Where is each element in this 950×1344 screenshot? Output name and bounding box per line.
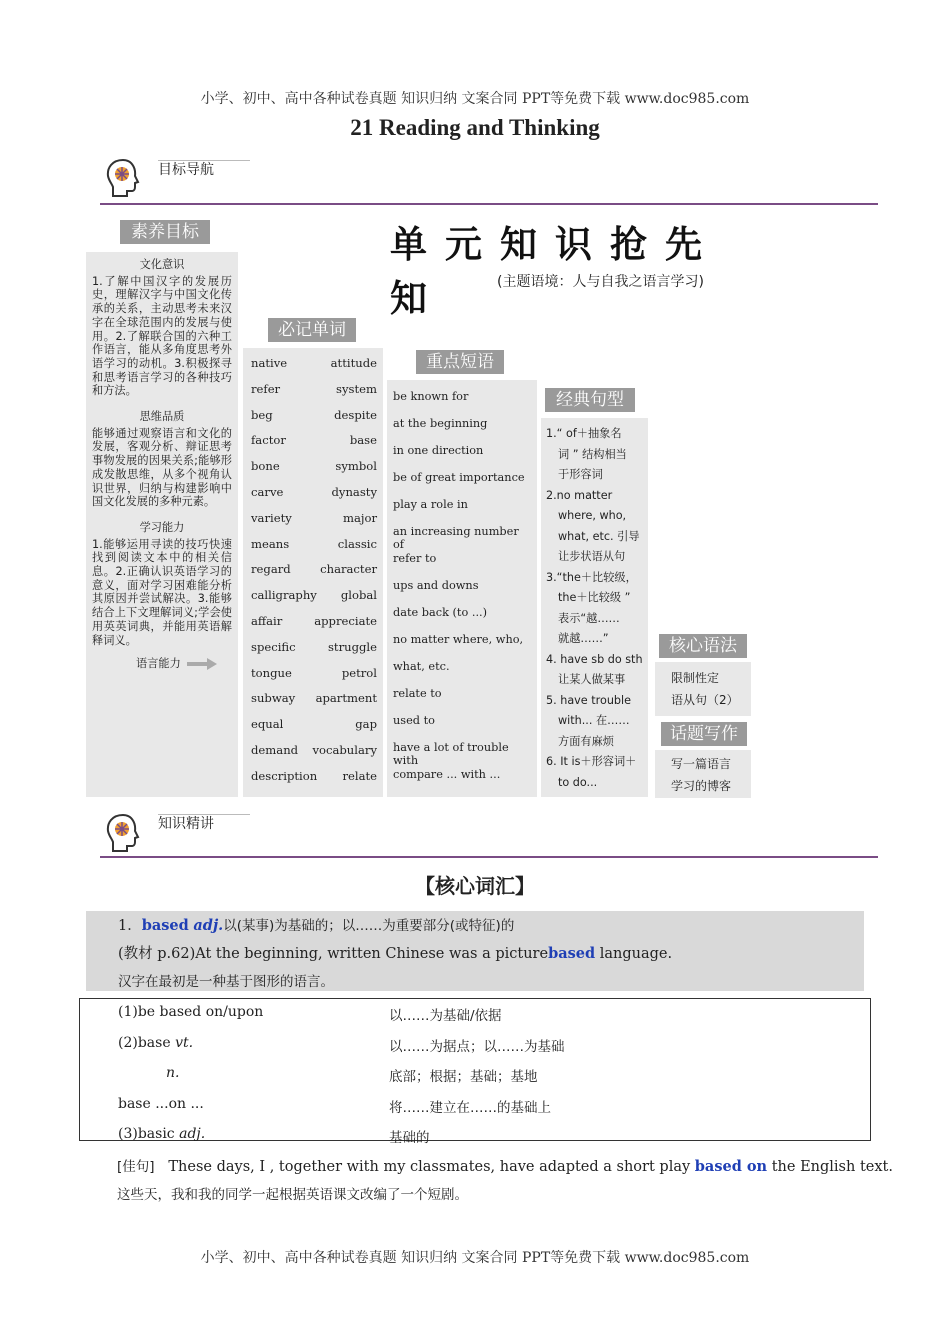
tag-key-phrases: 重点短语 [416, 350, 504, 374]
table-meaning: 基础的 [389, 1130, 430, 1146]
word-row [251, 511, 377, 537]
phrase-item: be known for [393, 390, 469, 403]
word-item: affair [251, 613, 283, 628]
table-meaning: 将……建立在……的基础上 [389, 1099, 551, 1116]
word-item: means [251, 536, 290, 551]
sentence-line: what, etc. 引导 [558, 529, 640, 543]
phrase-item: used to [393, 714, 435, 727]
word-row [251, 717, 377, 743]
section-label-goal: 目标导航 [158, 162, 214, 178]
thinking-heading: 思维品质 [139, 410, 185, 424]
sentence-line: where, who, [558, 509, 627, 522]
word-item: attitude [330, 356, 377, 370]
textbook-example: (教材 p.62)At the beginning, written Chinese was a picturebased language. [118, 945, 673, 962]
sentence-line: 让某人做某事 [558, 673, 626, 686]
word-item: subway [251, 691, 296, 706]
sentence-line: 方面有麻烦 [558, 734, 614, 748]
sentence-line: 6. It is＋形容词＋ [546, 755, 637, 768]
phrase-item: have a lot of trouble with [393, 741, 509, 767]
good-sentence-translation: 这些天，我和我的同学一起根据英语课文改编了一个短剧。 [117, 1187, 468, 1203]
word-item: despite [334, 407, 377, 422]
word-item: description [251, 768, 318, 783]
word-item: relate [342, 768, 377, 783]
sentence-line: 词 ” 结构相当 [558, 447, 627, 461]
word-row [251, 769, 377, 795]
word-row [251, 485, 377, 511]
phrases-panel [387, 380, 537, 797]
tag-core-grammar: 核心语法 [659, 634, 747, 658]
word-row [251, 666, 377, 692]
word-row [251, 459, 377, 485]
phrase-item: relate to [393, 687, 442, 700]
word-row [251, 743, 377, 769]
word-row [251, 433, 377, 459]
culture-text: 1.了解中国汉字的发展历史，理解汉字与中国文化传承的关系，主动思考未来汉字在全球范围内的发展与使用。2.了解联合国的六种工作语言，能从多角度思考外语学习的动机。3.积极探寻和思考语言学习的各种技巧和方法。 [92, 274, 232, 398]
word-row [251, 691, 377, 717]
phrase-item: in one direction [393, 444, 484, 457]
word-item: base [349, 433, 377, 448]
learning-text: 1.能够运用寻读的技巧快速找到阅读文本中的相关信息。2.正确认识英语学习的意义，面对学习困难能分析其原因并尝试解决。3.能够结合上下文理解词义;学会使用英英词典，并能用英语解释词义。 [92, 537, 232, 647]
word-item: tongue [251, 665, 292, 680]
section-underline [158, 160, 250, 161]
writing-line-2: 学习的博客 [671, 779, 732, 793]
sentence-line: the＋比较级 ” [558, 591, 631, 604]
head-brain-icon [103, 812, 143, 854]
thinking-text: 能够通过观察语言和文化的发展，客观分析、辩证思考事物发展的因果关系;能够形成发散思维，从多个视角认识世界，归纳与构建影响中国文化发展的多种元素。 [92, 426, 232, 509]
literacy-panel [86, 252, 238, 797]
highlight-word: based [548, 945, 596, 962]
phrase-item: compare ... with ... [393, 768, 501, 781]
word-item: major [342, 510, 377, 525]
phrase-item: no matter where, who, [393, 633, 524, 646]
word-item: struggle [327, 639, 377, 654]
word-item: equal [251, 717, 284, 732]
table-meaning: 以……为基础/依据 [389, 1008, 502, 1024]
word-row [251, 562, 377, 588]
overview-title: 单元知识抢先知 [390, 223, 720, 320]
word-item: native [251, 356, 288, 370]
word-forms-table: (1)be based on/upon 以……为基础/依据 (2)base vt. 以……为据点；以……为基础 n. 底部；根据；基础；基地 base ...on ... 将……建立在……的基础上 (3)basic adj. 基础的 [79, 998, 871, 1141]
grammar-panel [655, 662, 751, 716]
word-item: classic [337, 536, 377, 551]
part-of-speech: adj. [193, 917, 224, 934]
page-header: 小学、初中、高中各种试卷真题 知识归纳 文案合同 PPT等免费下载 www.doc985.com [200, 91, 750, 107]
sentence-line: 让步状语从句 [558, 550, 626, 563]
word-item: character [320, 562, 377, 577]
section-label-knowledge: 知识精讲 [158, 816, 214, 832]
word-item: gap [355, 717, 377, 732]
sentence-line: 1.“ of＋抽象名 [546, 427, 622, 440]
phrase-item: ups and downs [393, 579, 479, 592]
word-item: petrol [341, 665, 377, 680]
culture-heading: 文化意识 [139, 258, 185, 271]
arrow-right-icon [187, 658, 217, 670]
phrase-item: date back (to ...) [393, 606, 488, 619]
language-heading: 语言能力 [136, 657, 181, 671]
word-row [251, 382, 377, 408]
highlight-phrase: based on [694, 1158, 768, 1175]
vocab-definition-line [118, 914, 514, 935]
table-meaning: 底部；根据；基础；基地 [389, 1069, 538, 1085]
word-item: beg [251, 407, 273, 422]
sentence-line: 5. have trouble [546, 693, 632, 707]
word-row [251, 408, 377, 434]
tag-must-words: 必记单词 [268, 318, 356, 342]
overview-subtitle: (主题语境：人与自我之语言学习) [497, 274, 704, 290]
writing-panel [655, 750, 751, 798]
sentence-line: 2.no matter [546, 488, 613, 502]
divider-line [100, 856, 878, 858]
word-item: apartment [315, 691, 377, 706]
grammar-line-1: 限制性定 [671, 671, 720, 685]
page-footer: 小学、初中、高中各种试卷真题 知识归纳 文案合同 PPT等免费下载 www.doc985.com [200, 1250, 750, 1266]
word-item: carve [251, 484, 284, 499]
example-translation: 汉字在最初是一种基于图形的语言。 [118, 974, 334, 990]
sentence-line: 4. have sb do sth [546, 652, 643, 666]
word-item: calligraphy [251, 588, 317, 603]
good-sentence-label: [佳句] [117, 1159, 155, 1175]
item-number: 1． [118, 918, 142, 934]
phrase-item: an increasing number of [393, 525, 519, 551]
word-item: vocabulary [312, 742, 377, 757]
good-sentence: [佳句] These days, I , together with my classmates, have adapted a short play based on the English text. [117, 1158, 893, 1175]
sentences-panel [541, 418, 648, 797]
word-item: refer [251, 381, 281, 396]
word-row [251, 537, 377, 563]
table-meaning: 以……为据点；以……为基础 [389, 1038, 565, 1055]
word-item: symbol [335, 459, 377, 474]
section-underline [158, 814, 250, 815]
word-row [251, 640, 377, 666]
core-vocab-title: 【核心词汇】 [415, 874, 535, 898]
tag-classic-sentences: 经典句型 [545, 388, 635, 412]
phrase-item: what, etc. [393, 660, 450, 673]
word-item: appreciate [314, 613, 377, 628]
tag-literacy-goals: 素养目标 [120, 220, 210, 244]
sentence-line: with... 在…… [558, 714, 630, 727]
phrase-item: play a role in [393, 498, 468, 511]
page-title: 21 Reading and Thinking [350, 115, 600, 140]
head-brain-icon [103, 157, 143, 199]
sentence-line: to do... [558, 775, 598, 789]
word-row [251, 588, 377, 614]
phrase-item: refer to [393, 552, 437, 565]
words-panel [243, 348, 383, 797]
word-row [251, 614, 377, 640]
tag-topic-writing: 话题写作 [661, 722, 747, 746]
word-item: global [340, 588, 377, 603]
word-item: specific [251, 639, 296, 654]
word-item: bone [251, 459, 280, 474]
headword: based [141, 917, 189, 934]
vocab-entry-box [86, 911, 864, 991]
word-item: regard [251, 562, 291, 577]
word-row [251, 356, 377, 382]
phrase-item: be of great importance [393, 471, 525, 484]
word-item: variety [251, 510, 292, 525]
sentence-line: 表示“越…… [558, 611, 620, 625]
sentence-line: 于形容词 [558, 468, 603, 481]
sentence-line: 3.“the＋比较级， [546, 570, 637, 584]
word-item: demand [251, 742, 299, 757]
grammar-line-2: 语从句（2） [671, 693, 739, 707]
sentence-line: 就越……” [558, 632, 609, 645]
word-item: dynasty [331, 484, 377, 499]
phrase-item: at the beginning [393, 417, 488, 430]
definition: 以(某事)为基础的；以……为重要部分(或特征)的 [223, 918, 515, 934]
word-item: system [336, 381, 377, 396]
word-item: factor [251, 433, 286, 448]
learning-heading: 学习能力 [139, 520, 185, 534]
writing-line-1: 写一篇语言 [671, 757, 732, 771]
divider-line [100, 203, 878, 205]
